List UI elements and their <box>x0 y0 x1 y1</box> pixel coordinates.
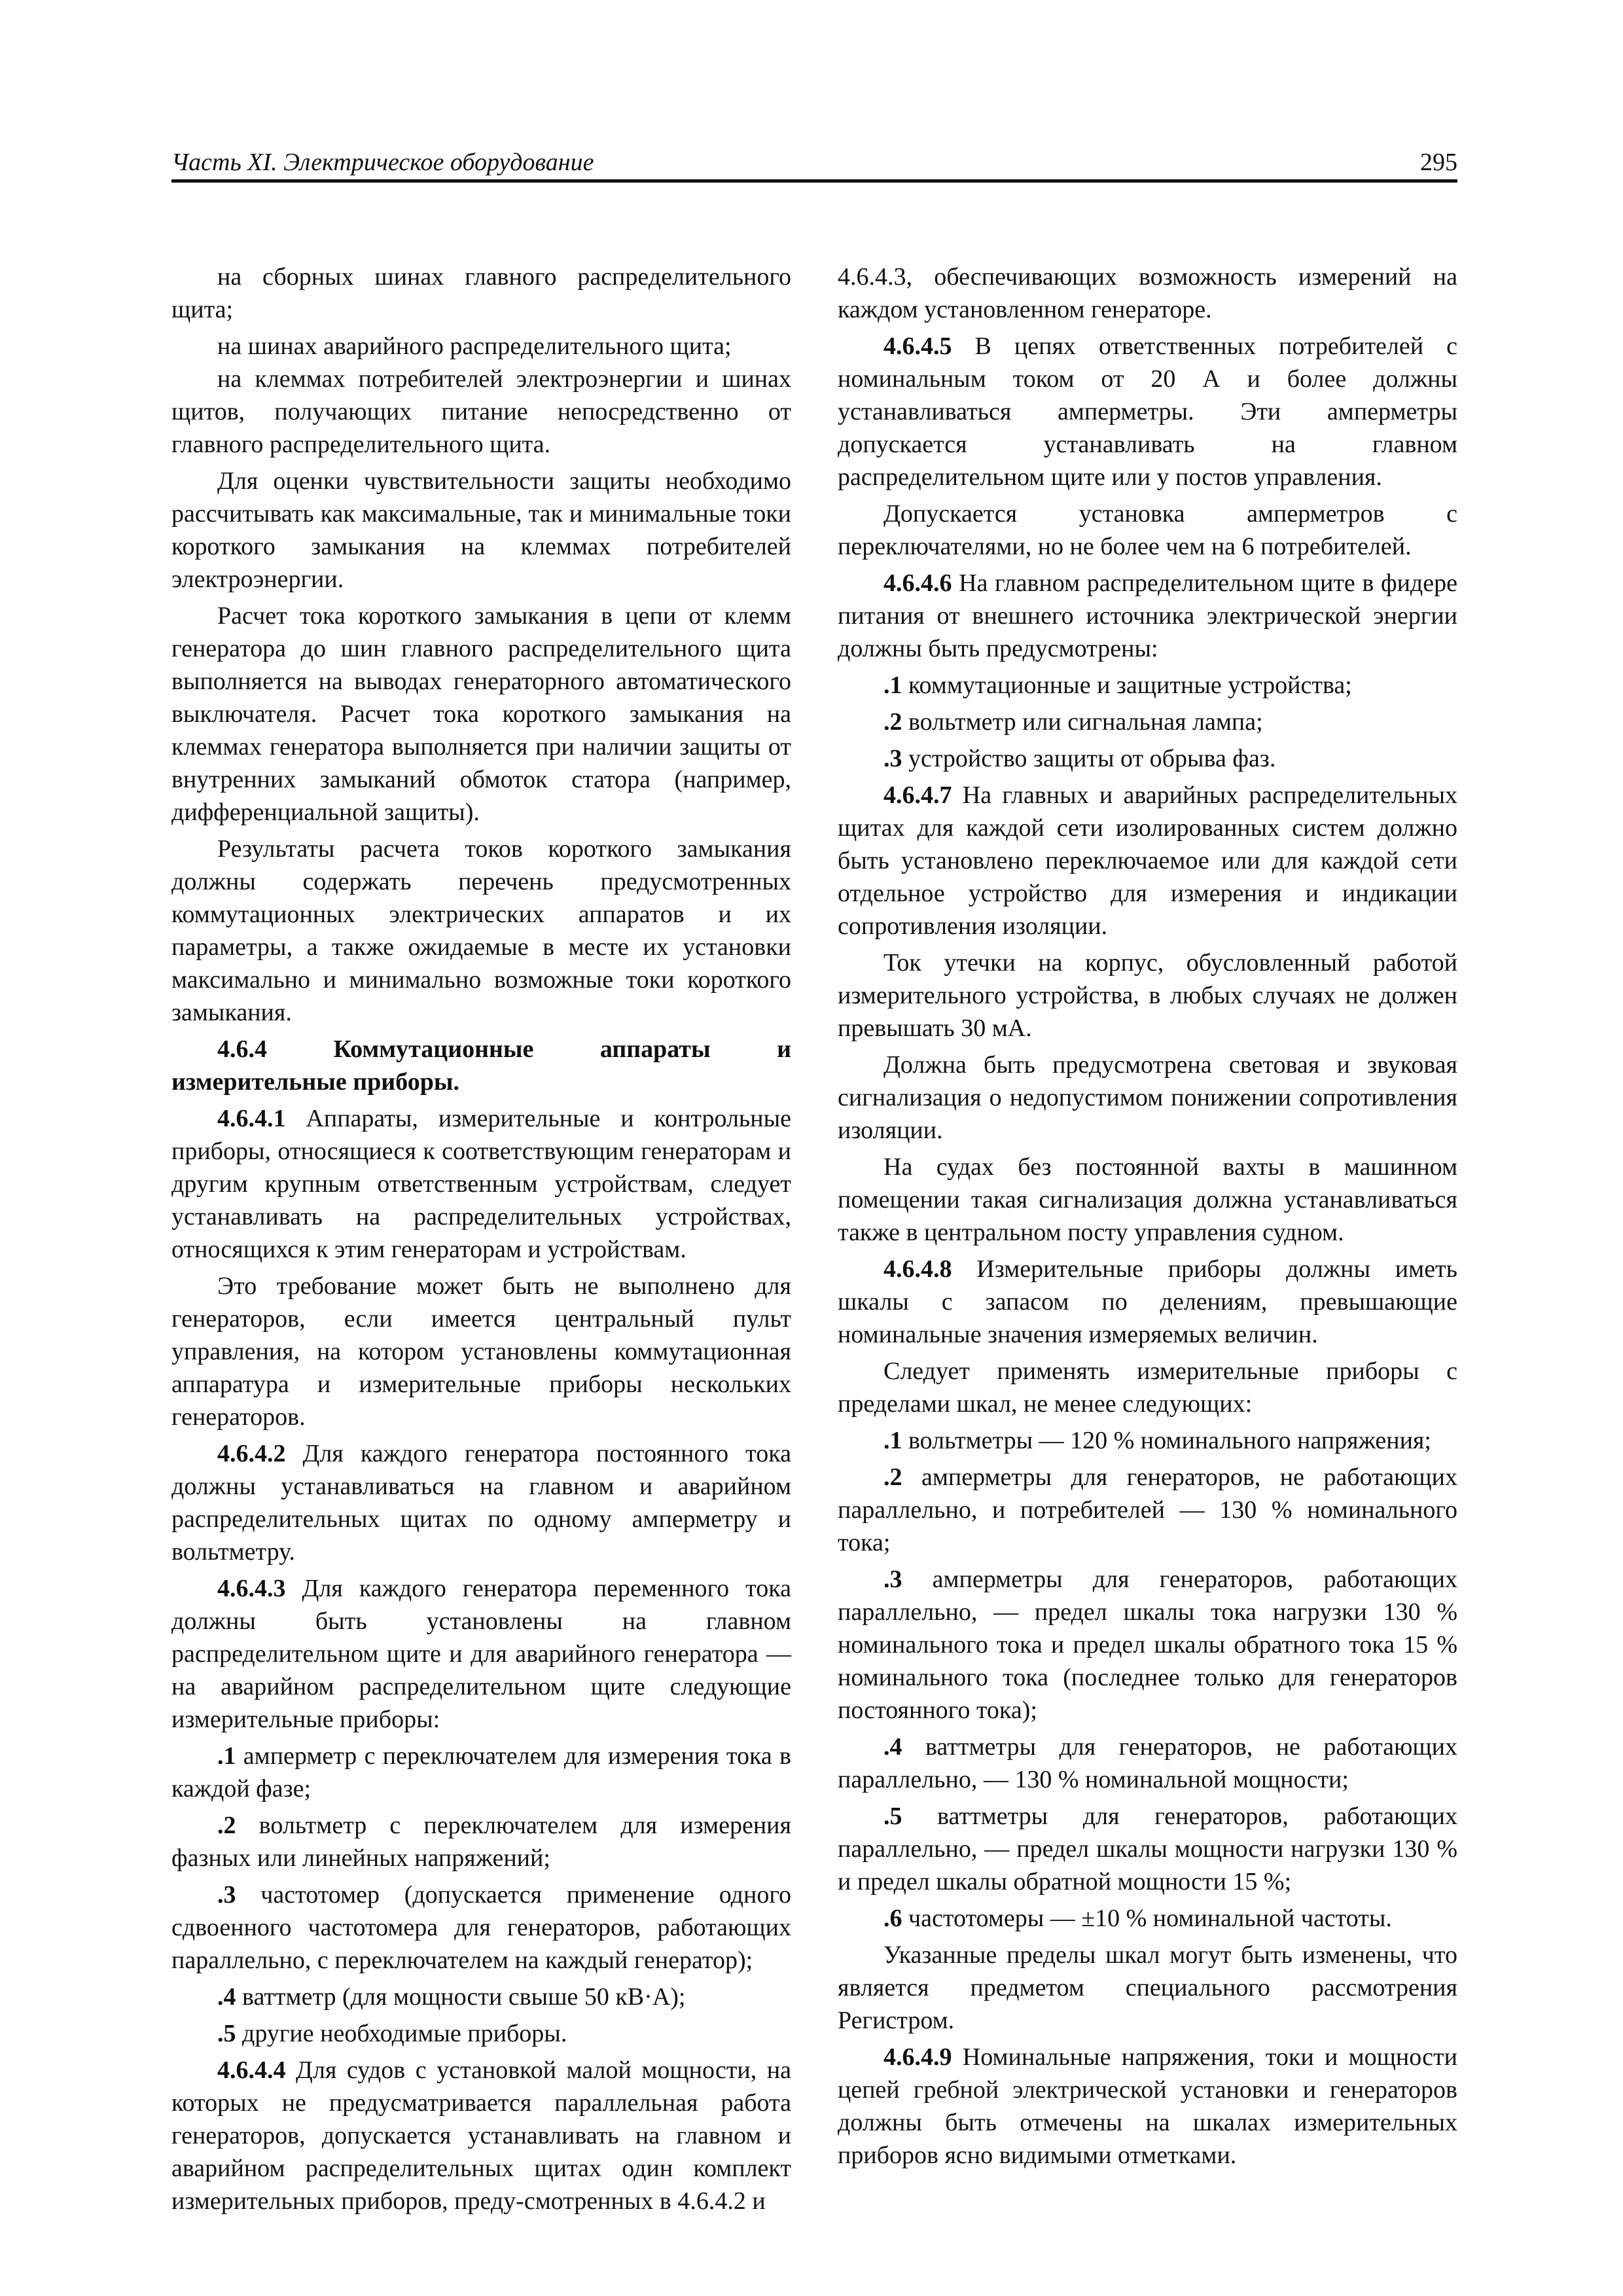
paragraph: 4.6.4.3, обеспечивающих возможность измерений на каждом установленном генераторе. <box>838 263 1457 323</box>
paragraph: 4.6.4.9 Номинальные напряжения, токи и мощности цепей гребной электрической установки и генераторов должны быть отмечены на шкалах измерительных приборов ясно видимыми отметками. <box>838 2043 1457 2169</box>
paragraph: 4.6.4.2 Для каждого генератора постоянного тока должны устанавливаться на главном и аварийном распределительных щитах по одному амперметру и вольтметру. <box>171 1440 791 1566</box>
paragraph: Для оценки чувствительности защиты необходимо рассчитывать как максимальные, так и минимальные токи короткого замыкания на клеммах потребителей электроэнергии. <box>171 467 791 593</box>
list-item: .5 ваттметры для генераторов, работающих параллельно, — предел шкалы мощности нагрузки 130 % и предел шкалы обратной мощности 15 %; <box>838 1803 1457 1895</box>
section-heading: 4.6.4 Коммутационные аппараты и измерительные приборы. <box>171 1035 791 1096</box>
paragraph: 4.6.4.8 Измерительные приборы должны иметь шкалы с запасом по делениям, превышающие номинальные значения измеряемых величин. <box>838 1255 1457 1348</box>
running-header <box>171 143 1457 183</box>
list-item: .2 амперметры для генераторов, не работающих параллельно, и потребителей — 130 % номинального тока; <box>838 1463 1457 1556</box>
list-item: .3 амперметры для генераторов, работающих параллельно, — предел шкалы тока нагрузки 130 % номинального тока и предел шкалы обратного тока 15 % номинального тока (последнее только для генераторов постоянного тока); <box>838 1566 1457 1724</box>
paragraph: на шинах аварийного распределительного щита; <box>217 332 732 360</box>
paragraph: 4.6.4.1 Аппараты, измерительные и контрольные приборы, относящиеся к соответствующим генераторам и другим крупным ответственным устройствам, следует устанавливать на распределительных устройствах, относящихся к этим генераторам и устройствам. <box>171 1105 791 1263</box>
list-item: .1 коммутационные и защитные устройства; <box>883 672 1352 699</box>
paragraph: Ток утечки на корпус, обусловленный работой измерительного устройства, в любых случаях не должен превышать 30 мА. <box>838 949 1457 1042</box>
left-column <box>171 257 791 2217</box>
paragraph: 4.6.4.5 В цепях ответственных потребителей с номинальным током от 20 А и более должны устанавливаться амперметры. Эти амперметры допускается устанавливать на главном распределительном щите или у постов управления. <box>838 332 1457 491</box>
list-item: .6 частотомеры — ±10 % номинальной частоты. <box>883 1905 1392 1932</box>
list-item: .2 вольтметр или сигнальная лампа; <box>883 708 1263 736</box>
right-column <box>838 257 1457 2172</box>
list-item: .3 частотомер (допускается применение одного сдвоенного частотомера для генераторов, работающих параллельно, с переключателем на каждый генератор); <box>171 1881 791 1974</box>
list-item: .1 вольтметры — 120 % номинального напряжения; <box>883 1427 1431 1454</box>
list-item: .2 вольтметр с переключателем для измерения фазных или линейных напряжений; <box>171 1812 791 1872</box>
list-item: .1 амперметр с переключателем для измерения тока в каждой фазе; <box>171 1742 791 1803</box>
list-item: .3 устройство защиты от обрыва фаз. <box>883 745 1276 772</box>
paragraph: на сборных шинах главного распределительного щита; <box>171 263 791 323</box>
paragraph: 4.6.4.3 Для каждого генератора переменного тока должны быть установлены на главном распределительном щите и для аварийного генератора — на аварийном распределительном щите следующие измерительные приборы: <box>171 1575 791 1733</box>
paragraph: Расчет тока короткого замыкания в цепи от клемм генератора до шин главного распределительного щита выполняется на выводах генераторного автоматического выключателя. Расчет тока короткого замыкания на клеммах генератора выполняется при наличии защиты от внутренних замыканий обмоток статора (например, дифференциальной защиты). <box>171 602 791 826</box>
list-item: .4 ваттметры для генераторов, не работающих параллельно, — 130 % номинальной мощности; <box>838 1733 1457 1793</box>
paragraph: 4.6.4.4 Для судов с установкой малой мощности, на которых не предусматривается параллельная работа генераторов, допускается устанавливать на главном и аварийном распределительных щитах один комплект измерительных приборов, преду-смотренных в 4.6.4.2 и <box>171 2056 791 2215</box>
paragraph: Следует применять измерительные приборы с пределами шкал, не менее следующих: <box>838 1357 1457 1418</box>
header-title: Часть XI. Электрическое оборудование <box>171 149 594 176</box>
paragraph: Указанные пределы шкал могут быть изменены, что является предметом специального рассмотрения Регистром. <box>838 1941 1457 2034</box>
paragraph: Результаты расчета токов короткого замыкания должны содержать перечень предусмотренных коммутационных электрических аппаратов и их параметры, а также ожидаемые в месте их установки максимально и минимально возможные токи короткого замыкания. <box>171 835 791 1026</box>
list-item: .5 другие необходимые приборы. <box>217 2020 567 2047</box>
list-item: .4 ваттметр (для мощности свыше 50 кВ·А); <box>217 1983 686 2011</box>
paragraph: Это требование может быть не выполнено для генераторов, если имеется центральный пульт управления, на котором установлены коммутационная аппаратура и измерительные приборы нескольких генераторов. <box>171 1272 791 1431</box>
paragraph: Должна быть предусмотрена световая и звуковая сигнализация о недопустимом понижении сопротивления изоляции. <box>838 1051 1457 1144</box>
paragraph: 4.6.4.7 На главных и аварийных распределительных щитах для каждой сети изолированных систем должно быть установлено переключаемое или для каждой сети отдельное устройство для измерения и индикации сопротивления изоляции. <box>838 781 1457 940</box>
paragraph: 4.6.4.6 На главном распределительном щите в фидере питания от внешнего источника электрической энергии должны быть предусмотрены: <box>838 569 1457 662</box>
paragraph: на клеммах потребителей электроэнергии и шинах щитов, получающих питание непосредственно от главного распределительного щита. <box>171 365 791 458</box>
paragraph: Допускается установка амперметров с переключателями, но не более чем на 6 потребителей. <box>838 500 1457 560</box>
paragraph: На судах без постоянной вахты в машинном помещении такая сигнализация должна устанавливаться также в центральном посту управления судном. <box>838 1153 1457 1246</box>
page-number: 295 <box>1420 149 1457 176</box>
